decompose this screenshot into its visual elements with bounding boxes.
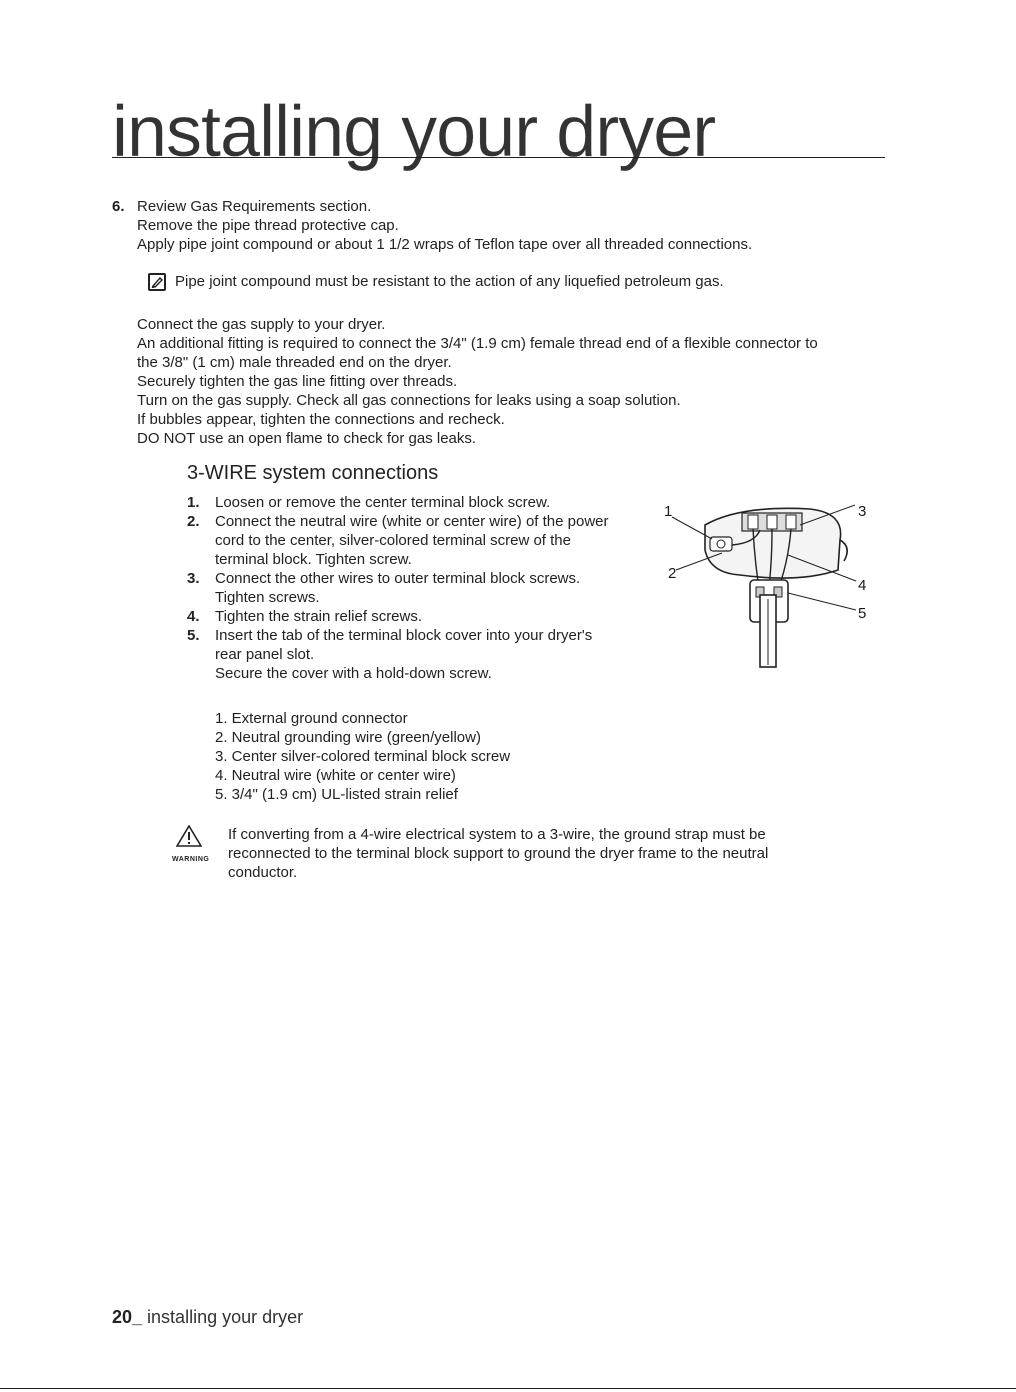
wiring-steps (187, 493, 657, 683)
section-heading: 3-WIRE system connections (187, 462, 439, 484)
step-line: Tighten screws. (215, 589, 320, 606)
ground-connector (710, 537, 732, 551)
terminal-screw-left (748, 515, 758, 529)
wiring-step (187, 493, 657, 512)
step-line: Insert the tab of the terminal block cover into your dryer's (215, 627, 593, 644)
gas-connection-instructions (137, 315, 897, 448)
page-number: 20_ (112, 1307, 143, 1327)
step-6 (112, 197, 892, 254)
page-title: installing your dryer (112, 92, 716, 172)
wiring-step (187, 626, 657, 683)
step-line: cord to the center, silver-colored terminal screw of the (215, 532, 571, 549)
wiring-step (187, 569, 657, 607)
note-icon (148, 273, 166, 291)
warning-label: WARNING (172, 856, 210, 863)
step-number: 3. (187, 570, 200, 587)
callout-1: 1 (664, 503, 673, 520)
step-line: Connect the other wires to outer terminal block screws. (215, 570, 581, 587)
step-6-number: 6. (112, 198, 125, 215)
wiring-step (187, 512, 657, 569)
bottom-divider (0, 1388, 1016, 1389)
gas-line: If bubbles appear, tighten the connections and recheck. (137, 411, 505, 428)
step-line: terminal block. Tighten screw. (215, 551, 412, 568)
step-line: Connect the neutral wire (white or center wire) of the power (215, 513, 609, 530)
callout-4: 4 (858, 577, 867, 594)
step-line: Tighten the strain relief screws. (215, 608, 423, 625)
terminal-block-diagram (660, 495, 880, 670)
figure-legend (215, 709, 510, 804)
step-line: Loosen or remove the center terminal block screw. (215, 494, 551, 511)
callout-leader (788, 593, 856, 610)
gas-line: Turn on the gas supply. Check all gas connections for leaks using a soap solution. (137, 392, 681, 409)
terminal-screw-center (767, 515, 777, 529)
step-line: rear panel slot. (215, 646, 315, 663)
callout-5: 5 (858, 605, 867, 622)
gas-line: Connect the gas supply to your dryer. (137, 316, 386, 333)
warning-line: reconnected to the terminal block support to ground the dryer frame to the neutral (228, 845, 769, 862)
page-footer (112, 1307, 303, 1328)
terminal-screw-right (786, 515, 796, 529)
gas-line: DO NOT use an open flame to check for gas leaks. (137, 430, 477, 447)
title-divider (112, 157, 885, 158)
warning-line: If converting from a 4-wire electrical system to a 3-wire, the ground strap must be (228, 826, 766, 843)
step-line: Secure the cover with a hold-down screw. (215, 665, 492, 682)
legend-item: 4. Neutral wire (white or center wire) (215, 767, 456, 784)
terminal-block-figure (660, 495, 880, 670)
wiring-step (187, 607, 657, 626)
callout-2: 2 (668, 565, 677, 582)
legend-item: 5. 3/4" (1.9 cm) UL-listed strain relief (215, 786, 458, 803)
step-6-line: Review Gas Requirements section. (137, 198, 372, 215)
step-number: 5. (187, 627, 200, 644)
step-number: 2. (187, 513, 200, 530)
warning-block (172, 825, 852, 882)
gas-line: An additional fitting is required to connect the 3/4" (1.9 cm) female thread end of a flexible connector to (137, 335, 818, 352)
callout-3: 3 (858, 503, 867, 520)
legend-item: 3. Center silver-colored terminal block screw (215, 748, 511, 765)
note-text: Pipe joint compound must be resistant to the action of any liquefied petroleum gas. (175, 273, 724, 290)
warning-icon (172, 825, 210, 869)
step-6-line: Apply pipe joint compound or about 1 1/2 wraps of Teflon tape over all threaded connections. (137, 236, 753, 253)
step-number: 1. (187, 494, 200, 511)
warning-line: conductor. (228, 864, 298, 881)
gas-line: the 3/8" (1 cm) male threaded end on the dryer. (137, 354, 452, 371)
housing-tab (840, 540, 847, 561)
step-6-line: Remove the pipe thread protective cap. (137, 217, 399, 234)
legend-item: 2. Neutral grounding wire (green/yellow) (215, 729, 481, 746)
note (148, 272, 724, 291)
step-number: 4. (187, 608, 200, 625)
legend-item: 1. External ground connector (215, 710, 408, 727)
footer-text: installing your dryer (142, 1307, 304, 1327)
gas-line: Securely tighten the gas line fitting over threads. (137, 373, 458, 390)
